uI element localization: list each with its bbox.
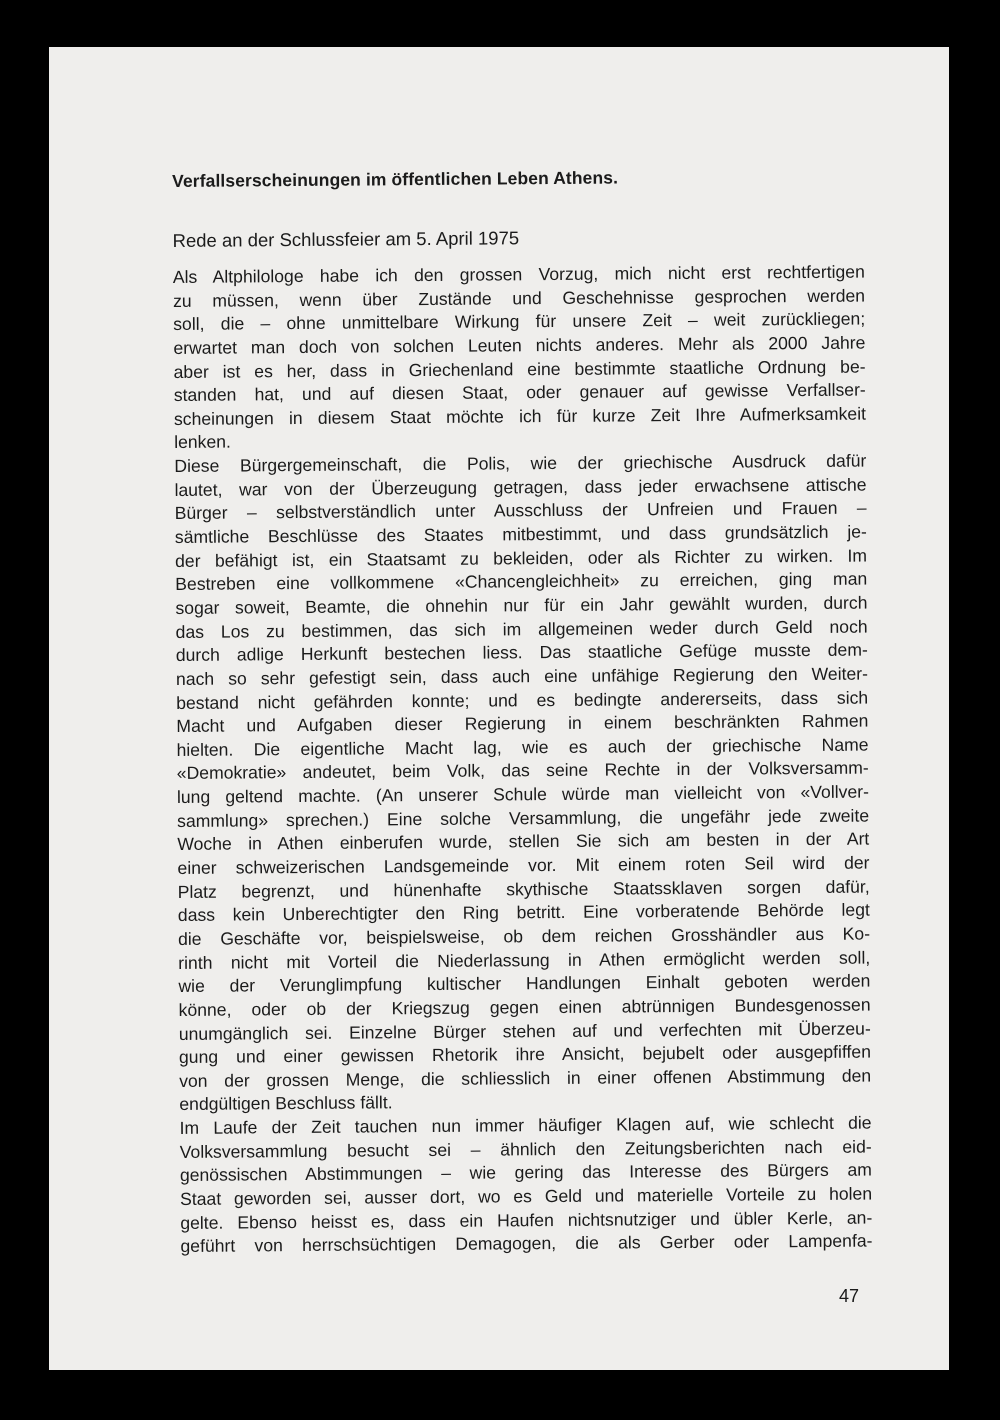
body-text [173, 261, 873, 1259]
text-line: unumgänglich sei. Einzelne Bürger stehen auf und verfechten mit Überzeu- [178, 1018, 871, 1044]
document-title: Verfallserscheinungen im öffentlichen Leben Athens. [172, 167, 619, 191]
text-line: das Los zu bestimmen, das sich im allgemeinen weder durch Geld noch [175, 616, 868, 642]
text-line: bestand nicht gefährden konnte; und es bedingte andererseits, dass sich [176, 687, 869, 713]
text-line: lung geltend machte. (An unserer Schule würde man vielleicht von «Vollver- [176, 781, 869, 808]
text-line: Als Altphilologe habe ich den grossen Vorzug, mich nicht erst rechtfertigen [172, 261, 865, 287]
text-line: könne, oder ob der Kriegszug gegen einen abtrünnigen Bundesgenossen [178, 994, 871, 1020]
text-line: der befähigt ist, ein Staatsamt zu bekleiden, oder als Richter zu wirken. Im [174, 545, 868, 571]
text-line: sämtliche Beschlüsse des Staates mitbestimmt, und dass grundsätzlich je- [174, 521, 867, 548]
text-line: Bestreben eine vollkommene «Chancengleichheit» zu erreichen, ging man [175, 568, 868, 595]
text-line: wie der Verunglimpfung kultischer Handlungen Einhalt geboten werden [178, 970, 871, 997]
document-page [49, 47, 949, 1370]
text-line: gelte. Ebenso heisst es, dass ein Haufen nichtsnutziger und übler Kerle, an- [180, 1207, 873, 1233]
text-line: von der grossen Menge, die schliesslich in einer offenen Abstimmung den [179, 1065, 872, 1091]
text-line: rinth nicht mit Vorteil die Niederlassung in Athen ermöglicht werden soll, [178, 947, 871, 973]
text-line: lautet, war von der Überzeugung getragen, dass jeder erwachsene attische [174, 474, 867, 500]
text-line: scheinungen in diesem Staat möchte ich für kurze Zeit Ihre Aufmerksamkeit [173, 403, 867, 429]
text-line: endgültigen Beschluss fällt. [179, 1092, 393, 1115]
text-line: Platz begrenzt, und hünenhafte skythische Staatssklaven sorgen dafür, [177, 876, 870, 902]
text-line: zu müssen, wenn über Zustände und Geschehnisse gesprochen werden [172, 285, 866, 311]
text-line: Staat geworden sei, ausser dort, wo es Geld und materielle Vorteile zu holen [180, 1183, 873, 1209]
text-line: genössischen Abstimmungen – wie gering das Interesse des Bürgers am [179, 1159, 872, 1186]
text-line: einer schweizerischen Landsgemeinde vor. Mit einem roten Seil wird der [177, 852, 870, 878]
text-line: lenken. [174, 432, 231, 453]
document-subtitle: Rede an der Schlussfeier am 5. April 1975 [172, 227, 520, 251]
text-line: geführt von herrschsüchtigen Demagogen, die als Gerber oder Lampenfa- [180, 1230, 873, 1257]
text-line: durch adlige Herkunft bestechen liess. Das staatliche Gefüge musste dem- [175, 639, 868, 666]
text-line: gung und einer gewissen Rhetorik ihre Ansicht, bejubelt oder ausgepfiffen [178, 1041, 872, 1068]
text-line: sammlung» sprechen.) Eine solche Versammlung, die ungefähr jede zweite [177, 805, 870, 831]
text-line: hielten. Die eigentliche Macht lag, wie es auch der griechische Name [176, 734, 869, 760]
text-line: «Demokratie» andeutet, beim Volk, das seine Rechte in der Volksversamm- [176, 757, 869, 784]
text-line: Diese Bürgergemeinschaft, die Polis, wie der griechische Ausdruck dafür [174, 450, 867, 477]
page-content [172, 164, 873, 1259]
text-line: Im Laufe der Zeit tauchen nun immer häufiger Klagen auf, wie schlecht die [179, 1112, 872, 1139]
text-line: die Geschäfte vor, beispielsweise, ob dem reichen Grosshändler aus Ko- [177, 923, 871, 949]
text-line: erwartet man doch von solchen Leuten nichts anderes. Mehr als 2000 Jahre [173, 332, 866, 358]
text-line: Woche in Athen einberufen wurde, stellen Sie sich am besten in der Art [177, 828, 870, 855]
text-line: dass kein Unberechtigter den Ring betritt. Eine vorberatende Behörde legt [177, 899, 870, 926]
text-line: soll, die – ohne unmittelbare Wirkung für unsere Zeit – weit zurückliegen; [173, 308, 866, 335]
text-line: Macht und Aufgaben dieser Regierung in einem beschränkten Rahmen [176, 710, 869, 737]
text-line: nach so sehr gefestigt sein, dass auch eine unfähige Regierung den Weiter- [175, 663, 869, 689]
text-line: Volksversammlung besucht sei – ähnlich den Zeitungsberichten nach eid- [179, 1136, 872, 1162]
text-line: aber ist es her, dass in Griechenland eine bestimmte staatliche Ordnung be- [173, 356, 866, 382]
page-number: 47 [839, 1286, 860, 1306]
text-line: sogar soweit, Beamte, die ohnehin nur für ein Jahr gewählt wurden, durch [175, 592, 868, 618]
text-line: standen hat, und auf diesen Staat, oder genauer auf gewisse Verfallser- [173, 379, 866, 406]
text-line: Bürger – selbstverständlich unter Ausschluss der Unfreien und Frauen – [174, 497, 867, 524]
